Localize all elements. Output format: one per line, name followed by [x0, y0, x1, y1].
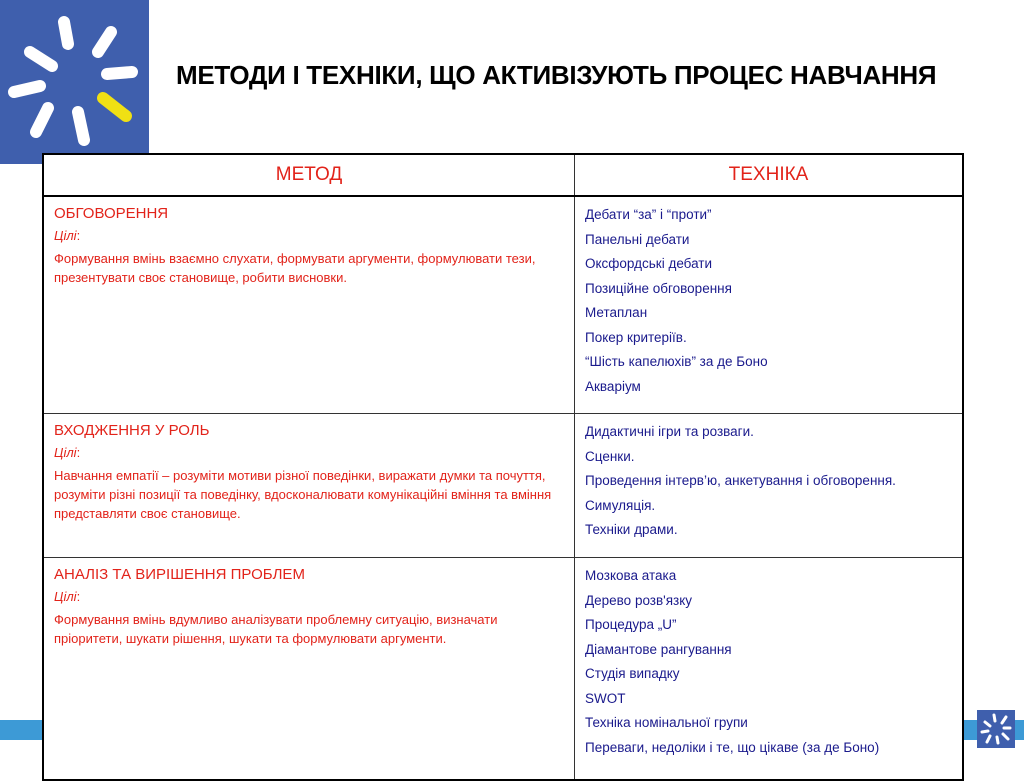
methods-table	[42, 153, 964, 781]
method-cell	[43, 414, 575, 558]
technique-item: Діамантове рангування	[585, 641, 732, 657]
technique-item: Техніка номінальної групи	[585, 715, 748, 730]
technique-item: Дебати “за” і “проти”	[585, 207, 712, 222]
footer-logo	[977, 710, 1015, 748]
table-header-row	[43, 154, 963, 196]
method-name: ВХОДЖЕННЯ У РОЛЬ	[54, 422, 210, 439]
table-row	[43, 558, 963, 781]
technique-item: Мозкова атака	[585, 568, 677, 583]
technique-item: Позиційне обговорення	[585, 280, 732, 296]
header-method: МЕТОД	[43, 154, 575, 196]
goal-label: Цілі:	[54, 228, 81, 243]
header-technique: ТЕХНІКА	[575, 154, 964, 196]
technique-item: Дидактичні ігри та розваги.	[585, 424, 754, 439]
sunburst-logo-icon	[977, 710, 1015, 748]
goal-label: Цілі:	[54, 589, 81, 604]
method-cell	[43, 196, 575, 414]
technique-item: Панельні дебати	[585, 231, 690, 247]
technique-item: SWOT	[585, 690, 626, 706]
technique-item: Акваріум	[585, 378, 641, 394]
logo	[0, 0, 149, 164]
technique-item: Переваги, недоліки і те, що цікаве (за де Боно)	[585, 739, 880, 755]
technique-item: Процедура „U”	[585, 617, 677, 632]
technique-item: Сценки.	[585, 448, 635, 464]
method-name: АНАЛІЗ ТА ВИРІШЕННЯ ПРОБЛЕМ	[54, 566, 305, 583]
goal-text: Формування вмінь вдумливо аналізувати проблемну ситуацію, визначати пріоритети, шукати рішення, шукати та формулювати аргументи.	[54, 612, 498, 646]
technique-item: “Шість капелюхів” за де Боно	[585, 354, 768, 369]
technique-item: Проведення інтерв’ю, анкетування і обговорення.	[585, 473, 896, 488]
method-name: ОБГОВОРЕННЯ	[54, 205, 169, 222]
technique-cell	[575, 414, 964, 558]
technique-item: Симуляція.	[585, 497, 656, 513]
sunburst-logo-icon	[0, 0, 149, 164]
table-row	[43, 196, 963, 414]
goal-text: Навчання емпатії – розуміти мотиви різної поведінки, виражати думки та почуття, розуміти різні позиції та поведінку, вдосконалювати комунікаційні вміння та вміння представляти своє становище.	[54, 468, 552, 521]
technique-cell	[575, 558, 964, 781]
technique-item: Покер критеріїв.	[585, 329, 687, 345]
slide-title: МЕТОДИ І ТЕХНІКИ, ЩО АКТИВІЗУЮТЬ ПРОЦЕС НАВЧАННЯ	[176, 60, 937, 90]
technique-item: Студія випадку	[585, 666, 680, 681]
goal-text: Формування вмінь взаємно слухати, формувати аргументи, формулювати тези, презентувати своє становище, робити висновки.	[54, 251, 536, 285]
technique-cell	[575, 196, 964, 414]
goal-label: Цілі:	[54, 445, 81, 460]
technique-item: Дерево розв'язку	[585, 592, 693, 608]
technique-item: Метаплан	[585, 305, 648, 320]
technique-item: Оксфордські дебати	[585, 256, 713, 271]
table-row	[43, 414, 963, 558]
method-cell	[43, 558, 575, 781]
technique-item: Техніки драми.	[585, 522, 678, 537]
